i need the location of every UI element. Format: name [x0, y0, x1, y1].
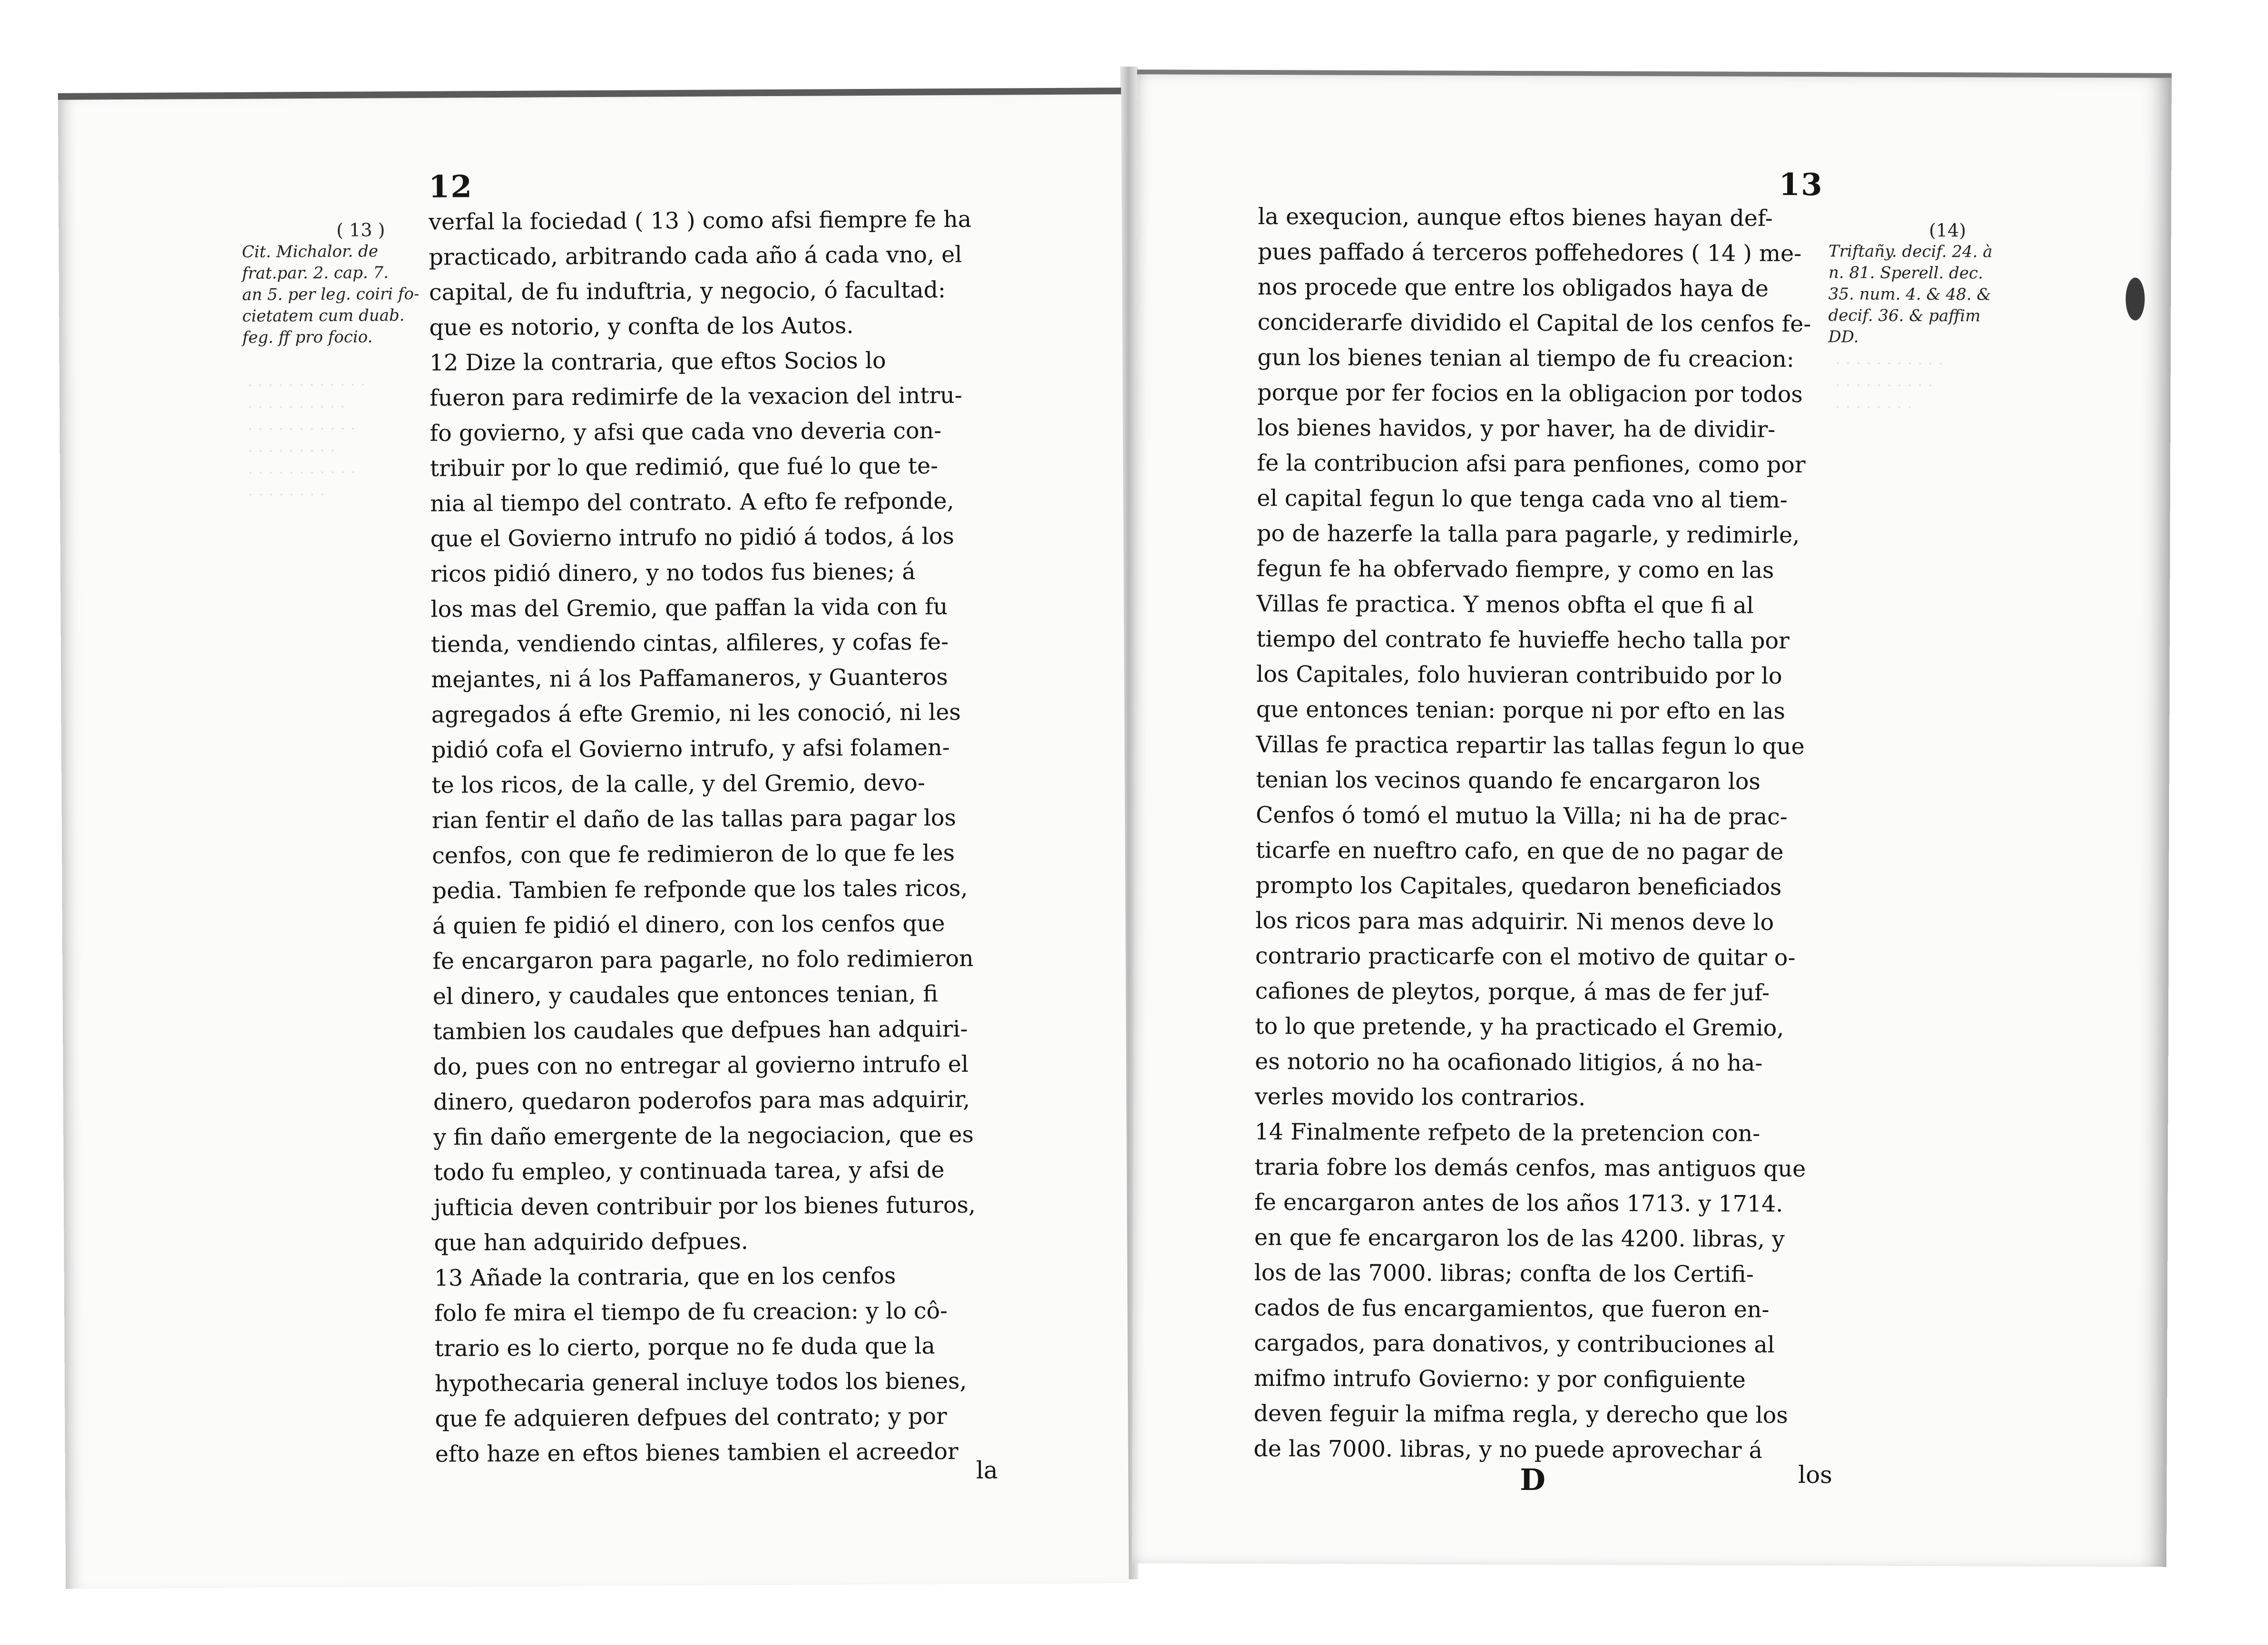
- text-line: fe encargaron para pagarle, no folo redimieron: [432, 945, 974, 975]
- left-note-line: cietatem cum duab.: [242, 306, 405, 326]
- text-line: que el Govierno intrufo no pidió á todos, á los: [430, 523, 955, 552]
- text-line: á quien fe pidió el dinero, con los cenfos que: [432, 911, 945, 940]
- text-line: la exequcion, aunque eftos bienes hayan def-: [1258, 204, 1773, 232]
- text-line: los mas del Gremio, que paffan la vida con fu: [430, 594, 948, 623]
- text-line: fueron para redimirfe de la vexacion del intru-: [430, 382, 962, 411]
- text-line: pedia. Tambien fe refponde que los tales ricos,: [432, 875, 968, 904]
- text-line: te los ricos, de la calle, y del Gremio, devo-: [431, 770, 926, 799]
- text-line: practicado, arbitrando cada año á cada vno, el: [429, 241, 962, 271]
- text-line: que han adquirido defpues.: [434, 1228, 749, 1256]
- right-body-text: [1253, 199, 1828, 1469]
- text-line: Villas fe practica repartir las tallas fegun lo que: [1256, 732, 1805, 760]
- text-line: el capital fegun lo que tenga cada vno al tiem-: [1257, 485, 1788, 513]
- text-line: tienda, vendiendo cintas, alfileres, y cofas fe-: [430, 629, 949, 658]
- text-line: los Capitales, folo huvieran contribuido por lo: [1256, 661, 1782, 689]
- text-line: porque por fer focios en la obligacion por todos: [1257, 380, 1803, 408]
- text-line: fo govierno, y afsi que cada vno deveria con-: [430, 418, 942, 447]
- signature-mark: D: [1520, 1462, 1548, 1498]
- text-line: los bienes havidos, y por haver, ha de dividir-: [1257, 415, 1776, 443]
- text-line: cargados, para donativos, y contribuciones al: [1254, 1330, 1775, 1358]
- text-line: cados de fus encargamientos, que fueron en-: [1254, 1295, 1769, 1323]
- text-line: ricos pidió dinero, y no todos fus bienes; á: [430, 558, 916, 588]
- text-line: mejantes, ni á los Paffamaneros, y Guanteros: [431, 664, 948, 693]
- text-line: es notorio no ha ocafionado litigios, á no ha-: [1255, 1048, 1763, 1077]
- text-line: verles movido los contrarios.: [1254, 1084, 1586, 1111]
- left-note-line: Cit. Michalor. de: [242, 242, 379, 262]
- text-line: rian fentir el daño de las tallas para pagar los: [431, 805, 957, 834]
- text-line: Cenfos ó tomó el mutuo la Villa; ni ha de prac-: [1255, 802, 1788, 830]
- right-note-line: DD.: [1828, 327, 1859, 347]
- left-bleed-through: · · · · · · · · · · · · · · · · · · · · · · · · · · · · · · · · · · · · · · · · · · · · · · · · · · · · · · · · · · · · ·: [247, 375, 366, 505]
- text-line: mifmo intrufo Govierno: y por configuiente: [1253, 1365, 1746, 1393]
- left-note-label: ( 13 ): [336, 219, 385, 241]
- text-line: agregados á efte Gremio, ni les conoció, ni les: [431, 699, 961, 728]
- text-line: cafiones de pleytos, porque, á mas de fer juf-: [1255, 978, 1770, 1006]
- text-line: que es notorio, y confta de los Autos.: [429, 313, 854, 341]
- text-line: Villas fe practica. Y menos obfta el que fi al: [1256, 591, 1754, 619]
- text-line: fegun fe ha obfervado fiempre, y como en las: [1256, 556, 1774, 584]
- text-line: hypothecaria general incluye todos los bienes,: [434, 1368, 967, 1397]
- text-line: conciderarfe dividido el Capital de los cenfos fe-: [1257, 309, 1811, 338]
- left-page-number: 12: [428, 169, 473, 205]
- text-line: de las 7000. libras, y no puede aprovechar á: [1253, 1436, 1763, 1464]
- text-line: deven feguir la mifma regla, y derecho que los: [1253, 1400, 1788, 1429]
- text-line: todo fu empleo, y continuada tarea, y afsi de: [433, 1157, 945, 1186]
- left-note-line: an 5. per leg. coiri fo-: [242, 284, 420, 304]
- right-note-line: decif. 36. & paffim: [1828, 306, 1981, 326]
- text-line: tenian los vecinos quando fe encargaron los: [1256, 767, 1761, 795]
- text-line: do, pues con no entregar al govierno intrufo el: [433, 1051, 969, 1080]
- text-line: que fe adquieren defpues del contrato; y por: [435, 1403, 947, 1432]
- text-line: fe la contribucion afsi para penfiones, como por: [1257, 450, 1806, 479]
- text-line: pues paffado á terceros poffehedores ( 14 ) me-: [1258, 239, 1802, 267]
- text-line: po de hazerfe la talla para pagarle, y redimirle,: [1256, 520, 1800, 549]
- right-note-line: n. 81. Sperell. dec.: [1828, 263, 1984, 283]
- right-page: [1132, 69, 2172, 1567]
- text-line: contrario practicarfe con el motivo de quitar o-: [1255, 943, 1796, 971]
- text-line: 12 Dize la contraria, que eftos Socios lo: [429, 347, 886, 376]
- ink-smudge: [2126, 277, 2145, 320]
- text-line: verfal la fociedad ( 13 ) como afsi fiempre fe ha: [429, 206, 972, 235]
- left-page: [58, 88, 1129, 1589]
- right-note-line: 35. num. 4. & 48. &: [1828, 284, 1991, 304]
- right-bleed-through: · · · · · · · · · · · · · · · · · · · · · · · · · · · · ·: [1835, 354, 1944, 417]
- text-line: en que fe encargaron los de las 4200. libras, y: [1254, 1224, 1785, 1253]
- text-line: nos procede que entre los obligados haya de: [1257, 274, 1769, 302]
- text-line: el dinero, y caudales que entonces tenian, fi: [432, 981, 938, 1010]
- text-line: y fin daño emergente de la negociacion, que es: [433, 1121, 974, 1151]
- right-margin-note: [1828, 219, 2066, 349]
- text-line: folo fe mira el tiempo de fu creacion: y lo cô-: [434, 1298, 948, 1327]
- right-note-label: (14): [1929, 220, 1966, 241]
- left-note-line: frat.par. 2. cap. 7.: [242, 263, 389, 283]
- right-note-line: Triftañy. decif. 24. à: [1828, 242, 1993, 262]
- text-line: tambien los caudales que defpues han adquiri-: [432, 1016, 968, 1045]
- text-line: tribuir por lo que redimió, que fué lo que te-: [430, 453, 938, 482]
- text-line: 14 Finalmente refpeto de la pretencion con-: [1254, 1119, 1760, 1147]
- text-line: pidió cofa el Govierno intrufo, y afsi folamen-: [431, 734, 950, 764]
- text-line: efto haze en eftos bienes tambien el acreedor: [435, 1439, 958, 1468]
- text-line: traria fobre los demás cenfos, mas antiguos que: [1254, 1154, 1806, 1183]
- text-line: dinero, quedaron poderofos para mas adquirir,: [433, 1086, 970, 1116]
- text-line: los ricos para mas adquirir. Ni menos deve lo: [1255, 908, 1774, 936]
- right-catchword: los: [1798, 1461, 1833, 1489]
- text-line: to lo que pretende, y ha practicado el Gremio,: [1255, 1013, 1784, 1041]
- text-line: cenfos, con que fe redimieron de lo que fe les: [432, 840, 955, 869]
- text-line: que entonces tenian: porque ni por efto en las: [1256, 696, 1786, 725]
- text-line: tiempo del contrato fe huvieffe hecho talla por: [1256, 626, 1790, 655]
- text-line: 13 Añade la contraria, que en los cenfos: [434, 1263, 896, 1292]
- text-line: trario es lo cierto, porque no fe duda que la: [434, 1333, 935, 1362]
- text-line: nia al tiempo del contrato. A efto fe refponde,: [430, 488, 954, 517]
- text-line: ticarfe en nueftro cafo, en que de no pagar de: [1255, 837, 1784, 865]
- text-line: fe encargaron antes de los años 1713. y 1714.: [1254, 1189, 1783, 1217]
- left-note-line: feg. ff pro focio.: [242, 327, 373, 347]
- text-line: gun los bienes tenian al tiempo de fu creacion:: [1257, 344, 1795, 373]
- right-page-number: 13: [1779, 166, 1823, 203]
- text-line: prompto los Capitales, quedaron beneficiados: [1255, 872, 1782, 901]
- left-body-text: [429, 202, 1054, 1472]
- text-line: jufticia deven contribuir por los bienes futuros,: [433, 1192, 976, 1221]
- text-line: los de las 7000. libras; confta de los Certifi-: [1254, 1260, 1754, 1288]
- left-catchword: la: [976, 1456, 998, 1484]
- text-line: capital, de fu induftria, y negocio, ó facultad:: [429, 277, 946, 306]
